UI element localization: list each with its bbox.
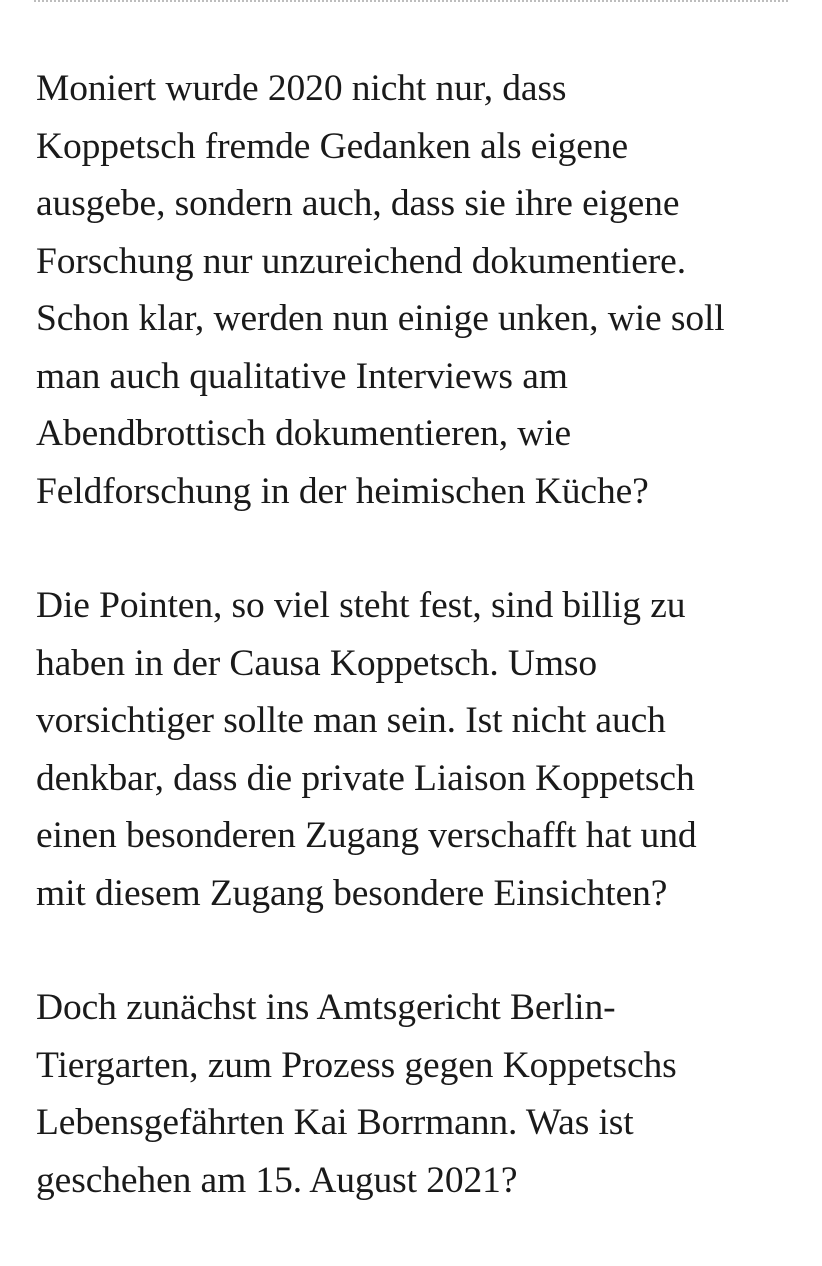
text-line: Tiergarten, zum Prozess gegen Koppetschs [36, 1044, 677, 1086]
text-line: vorsichtiger sollte man sein. Ist nicht auch [36, 700, 666, 741]
text-line: einen besonderen Zugang verschafft hat und [36, 815, 697, 856]
text-line: Abendbrottisch dokumentieren, wie [36, 413, 572, 454]
text-line: haben in der Causa Koppetsch. Umso [36, 642, 598, 684]
text-line: denkbar, dass die private Liaison Koppetsch [36, 757, 695, 799]
paragraph-1 [36, 60, 796, 520]
top-dotted-divider [34, 0, 788, 5]
text-line: geschehen am 15. August 2021? [36, 1159, 518, 1201]
text-line: Feldforschung in der heimischen Küche? [36, 470, 649, 512]
text-line: Lebensgefährten Kai Borrmann. Was ist [36, 1102, 634, 1143]
text-line: Koppetsch fremde Gedanken als eigene [36, 125, 628, 167]
text-line: Forschung nur unzureichend dokumentiere. [36, 240, 686, 282]
text-line: Doch zunächst ins Amtsgericht Berlin- [36, 987, 616, 1028]
text-line: Schon klar, werden nun einige unken, wie soll [36, 298, 725, 339]
text-line: ausgebe, sondern auch, dass sie ihre eigene [36, 183, 680, 224]
paragraph-2 [36, 577, 796, 922]
text-line: man auch qualitative Interviews am [36, 355, 568, 397]
text-line: mit diesem Zugang besondere Einsichten? [36, 872, 668, 914]
paragraph-3 [36, 979, 796, 1209]
article-body [36, 60, 796, 1266]
text-line: Moniert wurde 2020 nicht nur, dass [36, 68, 567, 109]
text-line: Die Pointen, so viel steht fest, sind billig zu [36, 585, 686, 626]
